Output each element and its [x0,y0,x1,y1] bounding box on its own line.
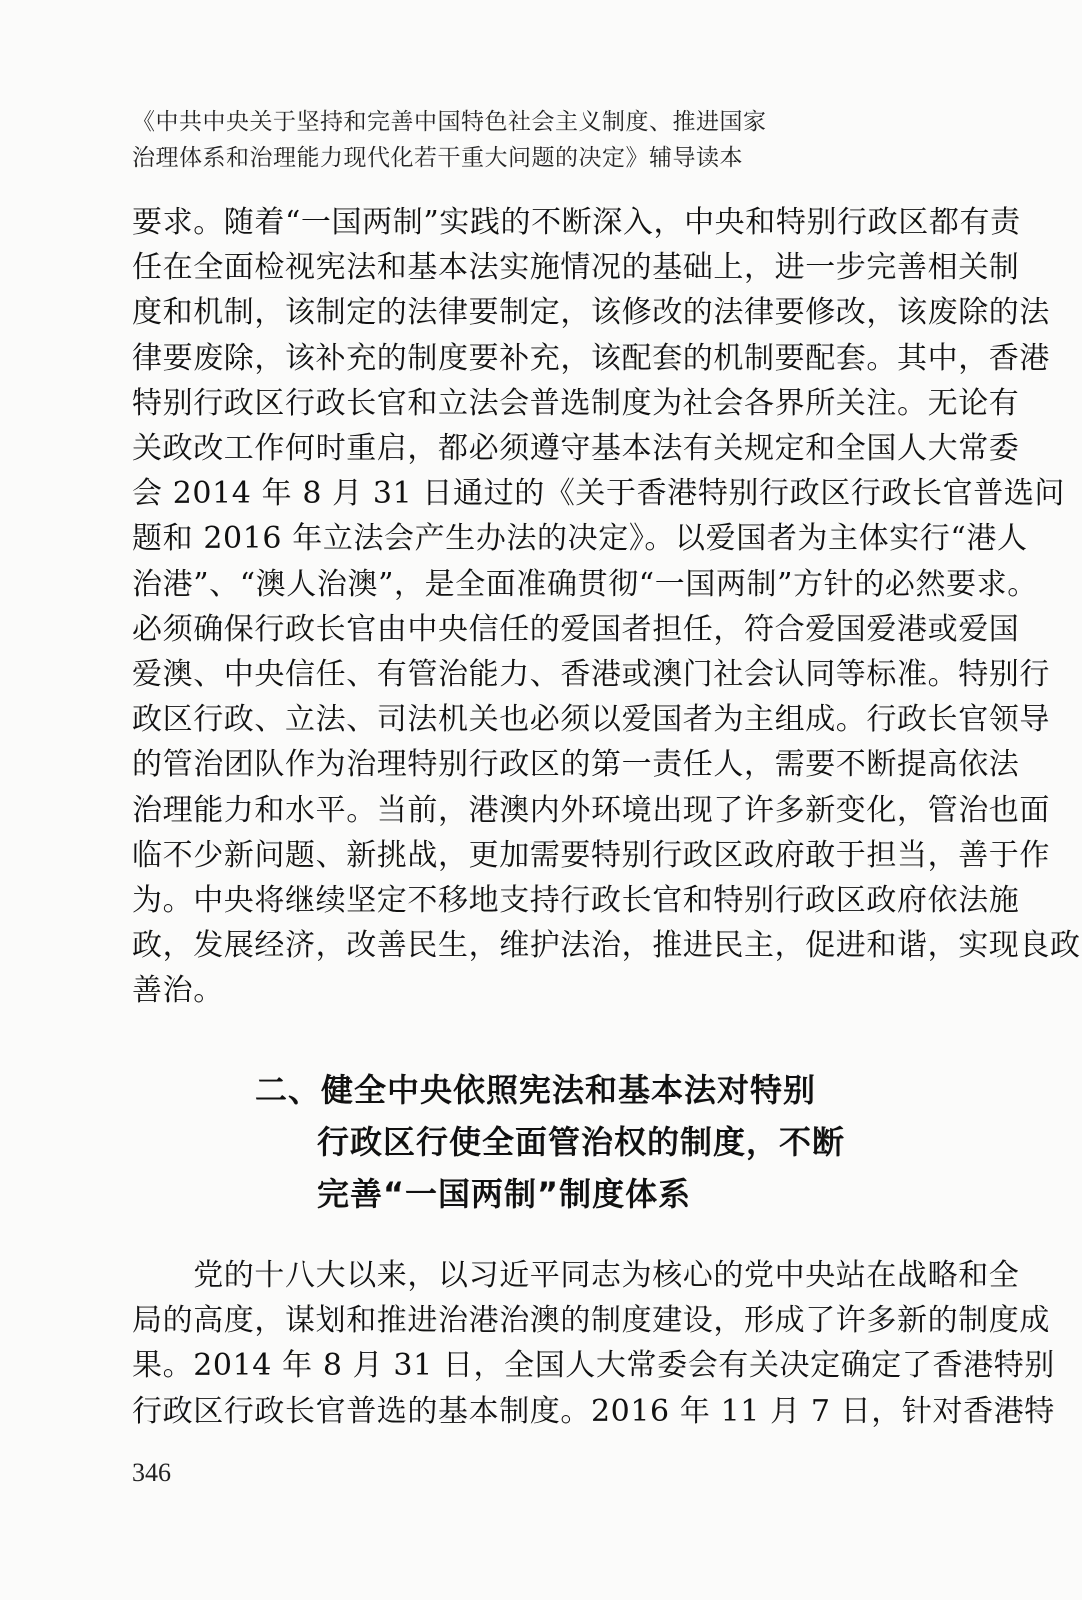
section-heading-line-1: 二、健全中央依照宪法和基本法对特别 [255,1071,817,1109]
text-line: 爱澳、中央信任、有管治能力、香港或澳门社会认同等标准。特别行 [132,657,1050,693]
text-line: 关政改工作何时重启，都必须遵守基本法有关规定和全国人大常委 [132,431,1020,467]
text-line: 临不少新问题、新挑战，更加需要特别行政区政府敢于担当，善于作 [132,837,1050,873]
text-line: 度和机制，该制定的法律要制定，该修改的法律要修改，该废除的法 [132,295,1050,331]
text-line: 政区行政、立法、司法机关也必须以爱国者为主组成。行政长官领导 [132,702,1050,738]
text-line: 党的十八大以来，以习近平同志为核心的党中央站在战略和全 [132,1258,1020,1293]
running-header-line-1: 《中共中央关于坚持和完善中国特色社会主义制度、推进国家 [132,109,767,135]
text-line: 治理能力和水平。当前，港澳内外环境出现了许多新变化，管治也面 [132,792,1050,828]
text-line: 任在全面检视宪法和基本法实施情况的基础上，进一步完善相关制 [132,250,1020,286]
running-header-line-2: 治理体系和治理能力现代化若干重大问题的决定》辅导读本 [132,145,743,171]
text-line: 为。中央将继续坚定不移地支持行政长官和特别行政区政府依法施 [132,883,1020,919]
text-line: 律要废除，该补充的制度要补充，该配套的机制要配套。其中，香港 [132,340,1050,376]
running-header [132,104,952,176]
page-number: 346 [132,1458,171,1487]
text-line: 会 2014 年 8 月 31 日通过的《关于香港特别行政区行政长官普选问 [132,476,1066,512]
text-line: 治港”、“澳人治澳”，是全面准确贯彻“一国两制”方针的必然要求。 [132,566,1038,602]
section-heading-line-2: 行政区行使全面管治权的制度，不断 [317,1123,846,1161]
section-heading [255,1064,895,1220]
text-line: 善治。 [132,973,224,1009]
text-line: 特别行政区行政长官和立法会普选制度为社会各界所关注。无论有 [132,385,1020,421]
section-heading-line-3: 完善“一国两制”制度体系 [317,1175,692,1213]
body-paragraph-2 [132,1253,1055,1434]
text-line: 果。2014 年 8 月 31 日，全国人大常委会有关决定确定了香港特别 [132,1348,1055,1384]
text-line: 行政区行政长官普选的基本制度。2016 年 11 月 7 日，针对香港特 [132,1393,1055,1429]
text-line: 政，发展经济，改善民生，维护法治，推进民主，促进和谐，实现良政 [132,928,1081,964]
text-line: 必须确保行政长官由中央信任的爱国者担任，符合爱国爱港或爱国 [132,611,1020,647]
text-line: 题和 2016 年立法会产生办法的决定》。以爱国者为主体实行“港人 [132,521,1028,557]
text-line: 的管治团队作为治理特别行政区的第一责任人，需要不断提高依法 [132,747,1020,783]
text-line: 要求。随着“一国两制”实践的不断深入，中央和特别行政区都有责 [132,205,1021,240]
text-line: 局的高度，谋划和推进治港治澳的制度建设，形成了许多新的制度成 [132,1303,1050,1339]
body-paragraph-1 [132,200,1081,1014]
